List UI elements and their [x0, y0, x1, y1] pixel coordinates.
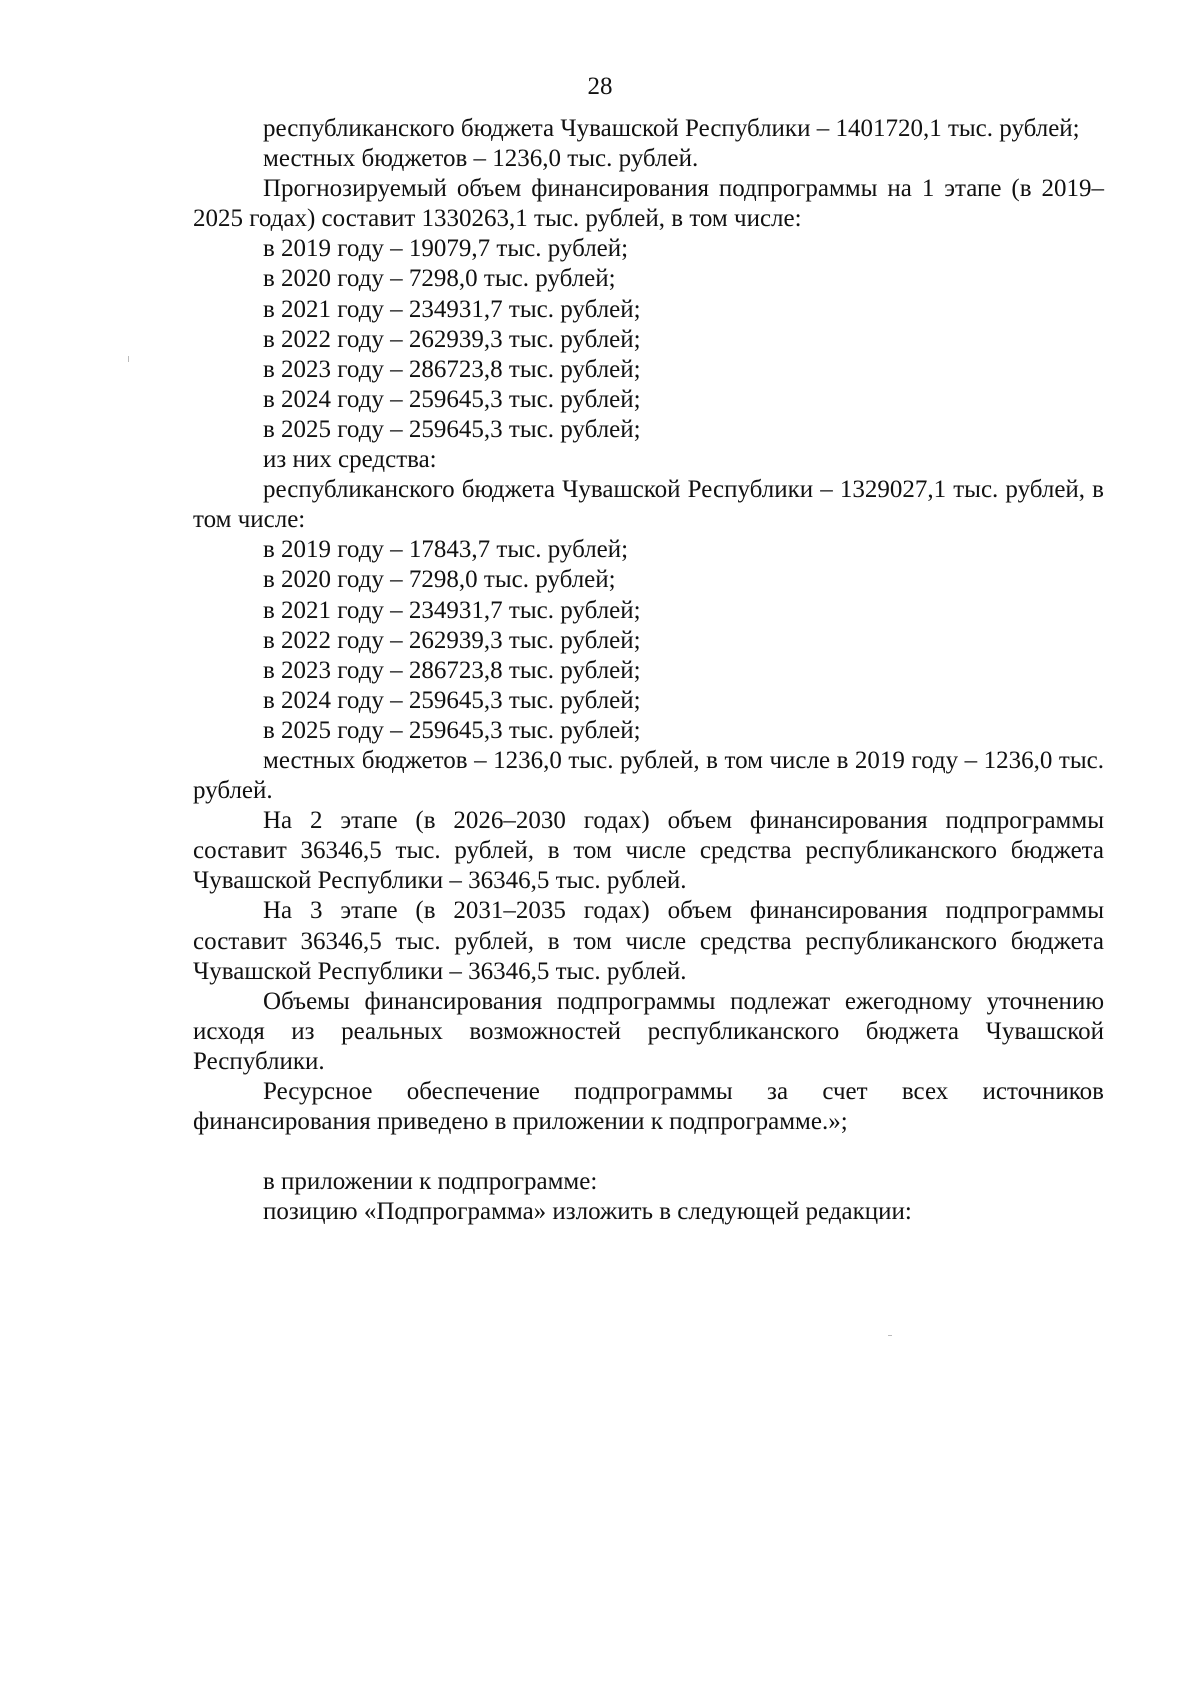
- list-item: в 2022 году – 262939,3 тыс. рублей;: [263, 325, 641, 353]
- paragraph-stage2: На 2 этапе (в 2026–2030 годах) объем финансирования подпрограммы составит 36346,5 тыс. рублей, в том числе средства республиканского бюджета Чувашской Республики – 36346,5 тыс. рублей.: [193, 807, 1104, 895]
- paragraph-stage1-forecast: Прогнозируемый объем финансирования подпрограммы на 1 этапе (в 2019–2025 годах) составит 1330263,1 тыс. рублей, в том числе:: [193, 175, 1104, 233]
- list-stage1-years: [193, 234, 1104, 445]
- paragraph-position-edit: позицию «Подпрограмма» изложить в следующей редакции:: [263, 1198, 912, 1226]
- paragraph-of-which: из них средства:: [263, 446, 437, 474]
- list-item: в 2019 году – 17843,7 тыс. рублей;: [263, 536, 629, 564]
- paragraph-republic-budget-stage1: республиканского бюджета Чувашской Республики – 1329027,1 тыс. рублей, в том числе:: [193, 476, 1104, 534]
- scan-mark: [888, 1335, 892, 1336]
- list-item: в 2025 году – 259645,3 тыс. рублей;: [263, 415, 641, 443]
- scan-mark: [128, 356, 129, 362]
- paragraph-republic-budget-total: республиканского бюджета Чувашской Республики – 1401720,1 тыс. рублей;: [263, 115, 1080, 142]
- list-item: в 2021 году – 234931,7 тыс. рублей;: [263, 596, 641, 624]
- list-item: в 2022 году – 262939,3 тыс. рублей;: [263, 626, 641, 654]
- paragraph-appendix-intro: в приложении к подпрограмме:: [263, 1168, 598, 1196]
- list-item: в 2020 году – 7298,0 тыс. рублей;: [263, 265, 616, 293]
- list-republic-years: [193, 535, 1104, 746]
- list-item: в 2020 году – 7298,0 тыс. рублей;: [263, 566, 616, 594]
- paragraph-stage3: На 3 этапе (в 2031–2035 годах) объем финансирования подпрограммы составит 36346,5 тыс. рублей, в том числе средства республиканского бюджета Чувашской Республики – 36346,5 тыс. рублей.: [193, 897, 1104, 985]
- list-item: в 2019 году – 19079,7 тыс. рублей;: [263, 235, 629, 263]
- list-item: в 2025 году – 259645,3 тыс. рублей;: [263, 716, 641, 744]
- paragraph-local-budget-stage1: местных бюджетов – 1236,0 тыс. рублей, в том числе в 2019 году – 1236,0 тыс. рублей.: [193, 746, 1104, 805]
- list-item: в 2023 году – 286723,8 тыс. рублей;: [263, 355, 641, 383]
- paragraph-annual-adjustment: Объемы финансирования подпрограммы подлежат ежегодному уточнению исходя из реальных возможностей республиканского бюджета Чувашской Республики.: [193, 987, 1104, 1075]
- list-item: в 2024 году – 259645,3 тыс. рублей;: [263, 686, 641, 714]
- list-item: в 2023 году – 286723,8 тыс. рублей;: [263, 656, 641, 684]
- page-number: 28: [587, 73, 613, 100]
- document-body: [193, 114, 1104, 1227]
- paragraph-gap: [193, 1137, 1104, 1167]
- list-item: в 2021 году – 234931,7 тыс. рублей;: [263, 295, 641, 323]
- paragraph-local-budget-total: местных бюджетов – 1236,0 тыс. рублей.: [263, 145, 699, 173]
- paragraph-resource-support: Ресурсное обеспечение подпрограммы за счет всех источников финансирования приведено в приложении к подпрограмме.»;: [193, 1078, 1104, 1136]
- list-item: в 2024 году – 259645,3 тыс. рублей;: [263, 385, 641, 413]
